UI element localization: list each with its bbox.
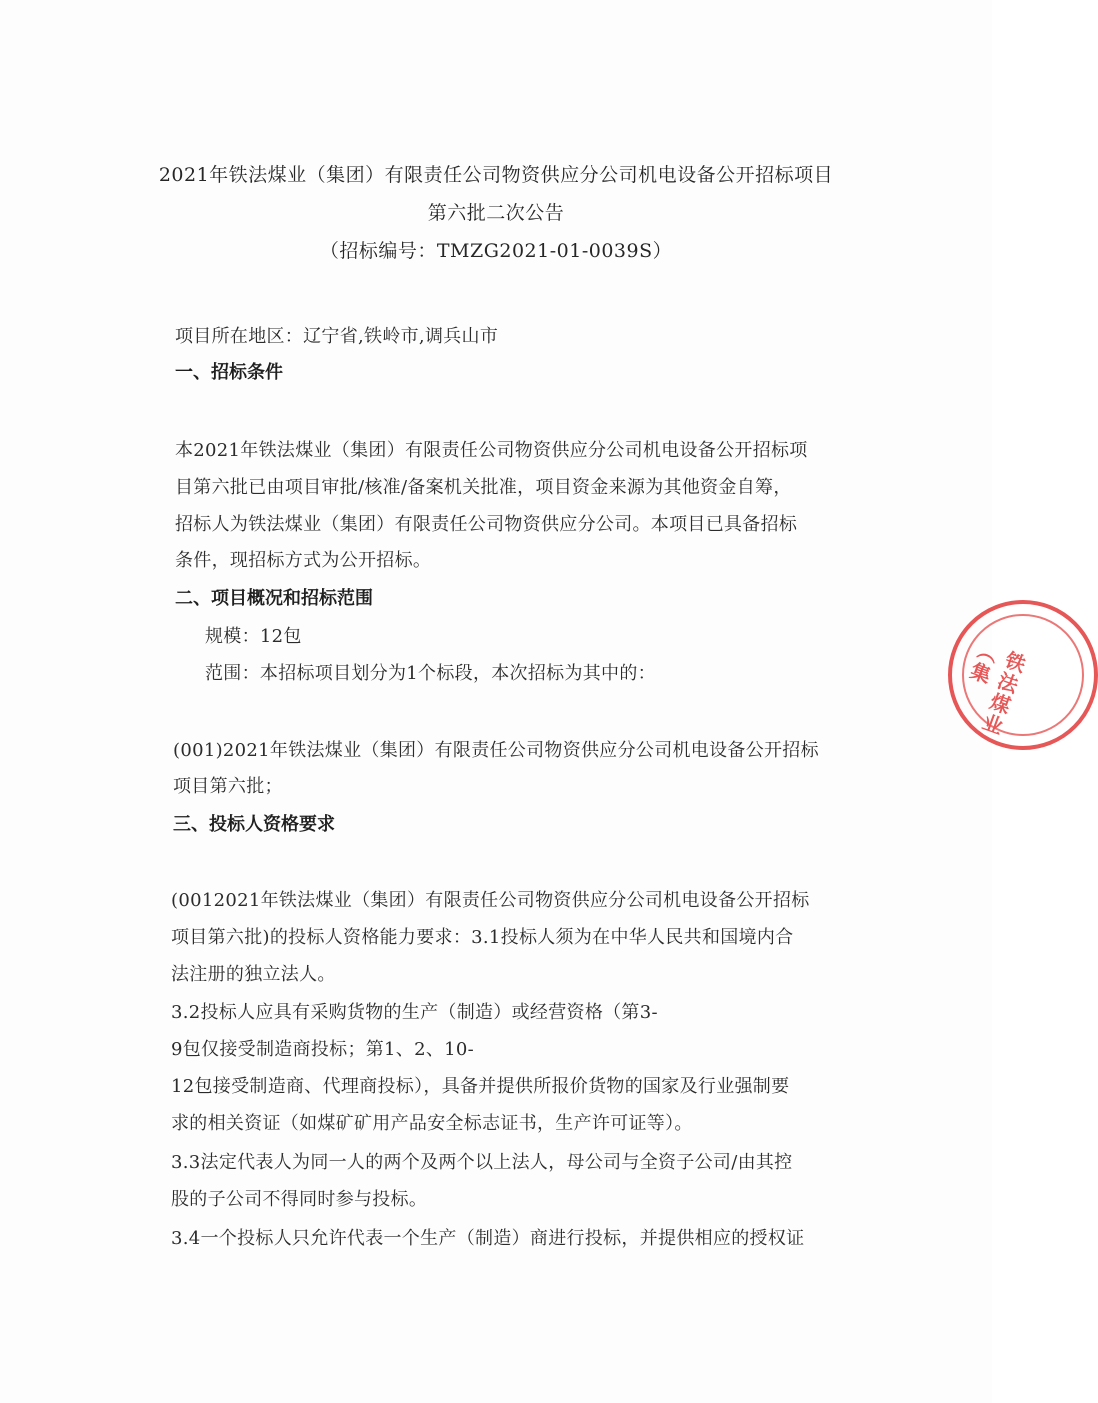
section-3-line: 法注册的独立法人。	[171, 964, 336, 985]
section-3-line: 求的相关资证（如煤矿矿用产品安全标志证书，生产许可证等）。	[171, 1113, 693, 1134]
lot-description-line: (001)2021年铁法煤业（集团）有限责任公司物资供应分公司机电设备公开招标	[173, 740, 819, 761]
section-1-line: 条件，现招标方式为公开招标。	[175, 550, 432, 571]
section-3-line: 3.2投标人应具有采购货物的生产（制造）或经营资格（第3-	[171, 1002, 658, 1023]
section-3-line: 3.4一个投标人只允许代表一个生产（制造）商进行投标，并提供相应的授权证	[171, 1228, 805, 1249]
seal-text: 铁法煤业（集	[964, 637, 1029, 739]
project-scale: 规模：12包	[205, 626, 302, 647]
title-line-1: 2021年铁法煤业（集团）有限责任公司物资供应分公司机电设备公开招标项目	[158, 164, 834, 186]
company-seal-stamp	[948, 600, 1098, 750]
section-1-line: 招标人为铁法煤业（集团）有限责任公司物资供应分公司。本项目已具备招标	[175, 514, 798, 535]
section-3-line: (0012021年铁法煤业（集团）有限责任公司物资供应分公司机电设备公开招标	[171, 890, 810, 911]
section-1-line: 本2021年铁法煤业（集团）有限责任公司物资供应分公司机电设备公开招标项	[175, 440, 808, 461]
lot-description-line: 项目第六批；	[173, 776, 283, 797]
section-3-line: 股的子公司不得同时参与投标。	[171, 1189, 428, 1210]
section-1-heading: 一、招标条件	[175, 362, 283, 383]
section-3-line: 项目第六批)的投标人资格能力要求：3.1投标人须为在中华人民共和国境内合	[171, 927, 794, 948]
section-3-heading: 三、投标人资格要求	[173, 814, 335, 835]
section-3-line: 9包仅接受制造商投标；第1、2、10-	[171, 1039, 475, 1060]
project-scope: 范围：本招标项目划分为1个标段，本次招标为其中的：	[205, 663, 656, 684]
title-line-2: 第六批二次公告	[427, 202, 565, 224]
section-2-heading: 二、项目概况和招标范围	[175, 588, 373, 609]
tender-number: （招标编号：TMZG2021-01-0039S）	[319, 240, 673, 262]
section-1-line: 目第六批已由项目审批/核准/备案机关批准，项目资金来源为其他资金自筹，	[175, 477, 792, 498]
section-3-line: 3.3法定代表人为同一人的两个及两个以上法人，母公司与全资子公司/由其控	[171, 1152, 793, 1173]
project-location: 项目所在地区：辽宁省,铁岭市,调兵山市	[175, 326, 499, 347]
section-3-line: 12包接受制造商、代理商投标），具备并提供所报价货物的国家及行业强制要	[171, 1076, 790, 1097]
